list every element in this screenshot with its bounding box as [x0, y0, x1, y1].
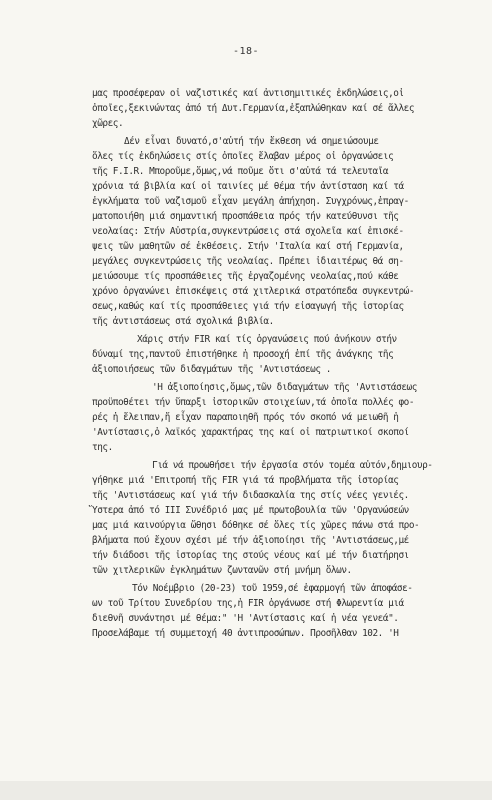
text-line: ψεις τῶν μαθητῶν σέ ἐκθέσεις. Στήν 'Ιταλία καί στή Γερμανία, — [92, 241, 404, 252]
text-line: σεως,καθώς καί τίς προσπάθειες γιά τήν εἰσαγωγή τῆς ἱστορίας — [92, 301, 404, 312]
text-line: Γιά νά προωθήσει τήν ἐργασία στόν τομέα αὐτόν,δημιουρ- — [152, 460, 433, 471]
text-line: ρές ἡ ἔλειπαν,ἤ εἶχαν παραποιηθῆ πρός τόν σκοπό νά μειωθῆ ἡ — [92, 412, 399, 423]
text-line: χρόνο ὀργανώνει ἐπισκέψεις στά χιτλερικά στρατόπεδα συγκεντρώ- — [92, 286, 415, 297]
text-line: χρόνια τά βιβλία καί οἱ ταινίες μέ θέμα τήν ἀντίσταση καί τά — [92, 181, 404, 192]
text-line: Τόν Νοέμβριο (20-23) τοῦ 1959,σέ ἐφαρμογή τῶν ἀποφάσε- — [132, 583, 413, 594]
text-line: τῶν χιτλερικῶν ἐγκλημάτων ζωντανῶν στή μνήμη ὅλων. — [92, 565, 352, 576]
text-line: γήθηκε μιά 'Επιτροπή τῆς FIR γιά τά προβλήματα τῆς ἱστορίας — [92, 475, 399, 486]
text-line: τῆς ἀντιστάσεως στά σχολικά βιβλία. — [92, 316, 274, 327]
text-line: μεγάλες συγκεντρώσεις τῆς νεολαίας. Πρέπει ἰδιαιτέρως θά ση- — [92, 256, 404, 267]
page-number: -18- — [232, 46, 260, 57]
scan-bottom-edge — [0, 781, 492, 800]
text-line: 'Αντίστασις,ὁ λαϊκός χαρακτήρας της καί οἱ πατριωτικοί σκοποί — [92, 427, 409, 438]
text-line: διεθνῆ συνάντησι μέ θέμα:" 'Η 'Αντίστασις καί ἡ νέα γενεά". — [92, 613, 399, 624]
text-line: ων τοῦ Τρίτου Συνεδρίου της,ἡ FIR ὀργάνωσε στή Φλωρεντία μιά — [92, 598, 404, 609]
text-line: τῆς 'Αντιστάσεως καί γιά τήν διδασκαλία της στίς νέες γενιές. — [92, 490, 409, 501]
text-line: ἐγκλήματα τοῦ ναζισμοῦ εἶχαν μεγάλη ἀπήχηση. Συγχρόνως,ἐπραγ- — [92, 196, 409, 207]
text-line: 'Η ἀξιοποίησις,ὅμως,τῶν διδαγμάτων τῆς 'Αντιστάσεως — [152, 382, 417, 393]
text-line: ματοποιήθη μιά σημαντική προσπάθεια πρός τήν κατεύθυνσι τῆς — [92, 211, 399, 222]
text-line: ὁποῖες,ξεκινώντας ἀπό τή Δυτ.Γερμανία,ἐξαπλώθηκαν καί σέ ἄλλες — [92, 103, 415, 114]
text-line: Δέν εἶναι δυνατό,σ'αὐτή τήν ἔκθεση νά σημειώσουμε — [124, 136, 379, 147]
text-line: τήν διάδοσι τῆς ἱστορίας της στούς νέους καί μέ τήν διατήρησι — [92, 550, 409, 561]
text-line: μας προσέφεραν οἱ ναζιστικές καί ἀντισημιτικές ἐκδηλώσεις,οἱ — [92, 88, 404, 99]
text-line: ἀξιοποιήσεως τῶν διδαγμάτων τῆς 'Αντιστάσεως . — [92, 364, 331, 375]
text-line: νεολαίας: Στήν Αὐστρία,συγκεντρώσεις στά σχολεῖα καί ἐπισκέ- — [92, 226, 404, 237]
text-line: της. — [92, 442, 113, 453]
text-line: τῆς F.I.R. Μποροῦμε,ὅμως,νά ποῦμε ὅτι σ'αὐτά τά τελευταῖα — [92, 166, 389, 177]
text-line: Προσελάβαμε τή συμμετοχή 40 ἀντιπροσώπων. Προσῆλθαν 102. 'Η — [92, 628, 399, 639]
text-line: βλήματα πού ἔχουν σχέσι μέ τήν ἀξιοποίησι τῆς 'Αντιστάσεως,μέ — [92, 535, 409, 546]
text-line: προϋποθέτει τήν ὕπαρξι ἱστορικῶν στοιχείων,τά ὁποῖα πολλές φο- — [92, 397, 415, 408]
text-line: δύναμί της,παντοῦ ἐπιστήθηκε ἡ προσοχή ἐπί τῆς ἀνάγκης τῆς — [92, 349, 394, 360]
text-line: μειώσουμε τίς προσπάθειες τῆς ἐργαζομένης νεολαίας,πού κάθε — [92, 271, 399, 282]
text-line: Ὕστερα ἀπό τό III Συνέδριό μας μέ πρωτοβουλία τῶν 'Οργανώσεών — [92, 505, 409, 516]
text-line: Χάρις στήν FIR καί τίς ὀργανώσεις πού ἀνήκουν στήν — [137, 334, 397, 345]
text-line: μας μιά καινούργια ὤθησι δόθηκε σέ ὅλες τίς χῶρες πάνω στά προ- — [92, 520, 420, 531]
text-line: ὅλες τίς ἐκδηλώσεις στίς ὁποῖες ἔλαβαν μέρος οἱ ὀργανώσεις — [92, 151, 394, 162]
text-line: χῶρες. — [92, 118, 124, 129]
